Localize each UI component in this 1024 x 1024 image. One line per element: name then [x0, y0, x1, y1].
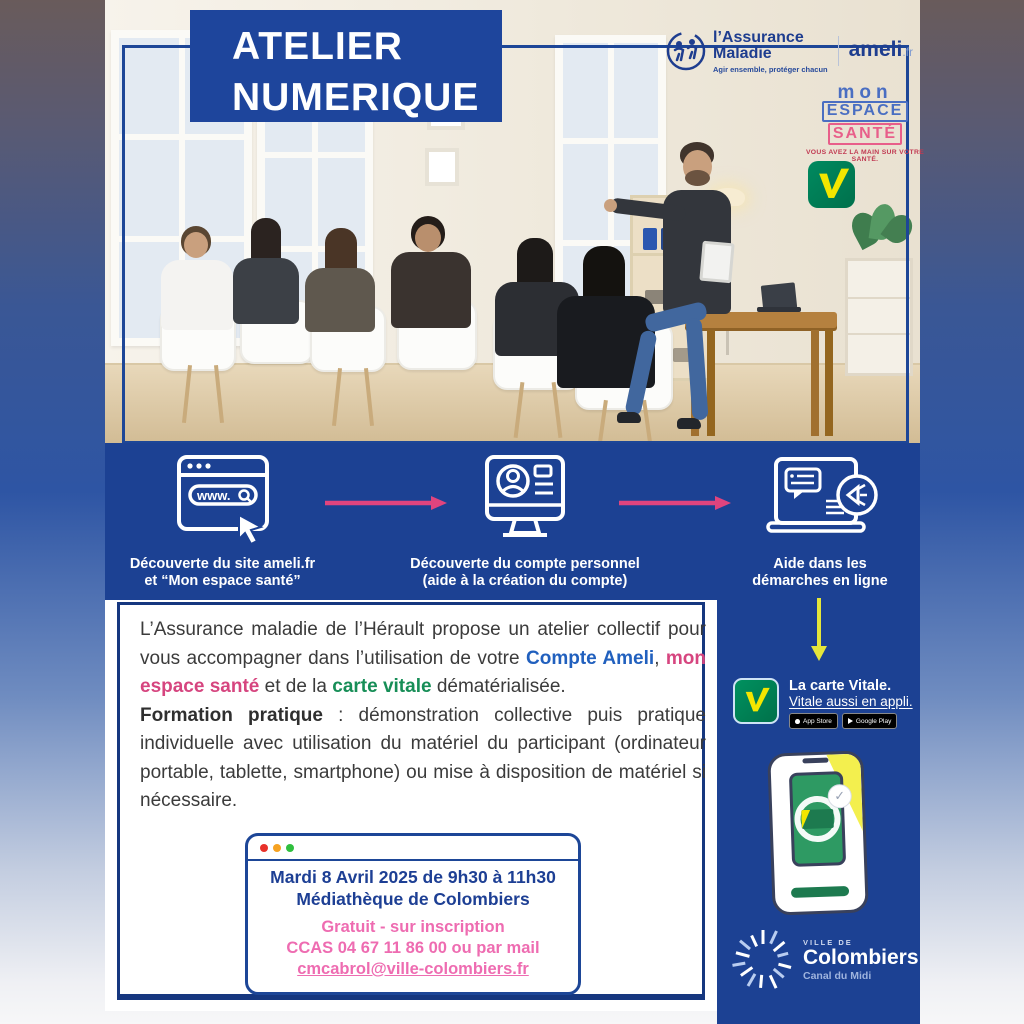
ameli-logo [849, 38, 913, 62]
carte-vitale-highlight: carte vitale [332, 676, 432, 697]
intro-text: , [654, 647, 666, 669]
flyer [105, 0, 925, 1024]
colombiers-subtitle: Canal du Midi [803, 969, 872, 982]
browser-www-icon [173, 453, 273, 545]
mes-word-mon: mon [837, 82, 893, 103]
assurance-maladie-icon [665, 30, 707, 72]
step-aide-demarches [710, 453, 930, 590]
laptop-help-icon [760, 453, 880, 545]
vitale-app-promo [733, 678, 913, 729]
step2-label-line1: Découverte du compte personnel [410, 556, 640, 572]
check-badge-icon: ✓ [827, 784, 852, 809]
mes-word-sante: SANTÉ [828, 123, 902, 145]
ameli-brand: ameli [848, 38, 903, 61]
right-column [717, 600, 920, 1024]
app-store-badge[interactable] [789, 713, 838, 729]
step3-label-line2: démarches en ligne [752, 573, 888, 590]
description-panel [105, 600, 717, 1011]
vitale-promo-line2: Vitale aussi en appli. [789, 694, 913, 709]
mon-espace-sante-logo [805, 84, 925, 163]
event-contact: CCAS 04 67 11 86 00 ou par mail [286, 938, 540, 957]
step1-label-line1: Découverte du site ameli.fr [129, 556, 316, 572]
assurance-name-line1: l’Assurance [713, 29, 804, 46]
orange-dot-icon [273, 844, 281, 852]
step2-label-line2: (aide à la création du compte) [422, 573, 628, 590]
step3-label-line1: Aide dans les [773, 556, 867, 572]
event-card-titlebar [248, 836, 578, 861]
vitale-v-icon [812, 165, 852, 205]
assurance-name-line2: Maladie [713, 45, 772, 62]
compte-ameli-highlight: Compte Ameli [526, 647, 655, 669]
intro-text: et de la [259, 676, 333, 697]
play-icon [848, 718, 853, 724]
app-store-label: App Store [803, 717, 832, 725]
intro-text: dématérialisée. [431, 676, 566, 697]
event-card [245, 833, 581, 995]
formation-paragraph [140, 702, 706, 816]
title-line1: ATELIER [232, 25, 403, 68]
red-dot-icon [260, 844, 268, 852]
carte-vitale-logo [808, 161, 855, 208]
formation-text: : démonstration collective puis pratique individuelle avec utilisation du matériel du participant (ordinateur portable, tablette, smartphone) ou mise à disposition de matériel si nécessaire. [140, 704, 707, 811]
assurance-tagline: Agir ensemble, protéger chacun [713, 65, 828, 74]
app-button [791, 886, 849, 898]
mon-espace-sante-highlight: mon espace santé [140, 647, 706, 697]
step1-label-line2: et “Mon espace santé” [144, 573, 301, 590]
apple-icon [795, 719, 800, 724]
event-free: Gratuit - sur inscription [321, 917, 505, 936]
ameli-tld: .fr [902, 45, 913, 59]
monitor-account-icon [477, 453, 573, 545]
carte-vitale-app-icon [733, 678, 779, 724]
colombiers-starburst-icon [731, 924, 795, 996]
colombiers-logo [731, 924, 919, 996]
google-play-badge[interactable] [842, 713, 897, 729]
phone-notch [802, 758, 828, 764]
mes-word-espace: ESPACE [822, 101, 909, 122]
poster-title [190, 10, 502, 122]
logo-divider [838, 36, 839, 66]
vitale-app-phone-mockup [767, 750, 869, 915]
colombiers-ville-de: VILLE DE [803, 938, 853, 948]
description-text [140, 616, 706, 816]
formation-lead: Formation pratique [140, 704, 323, 726]
step-ameli-site [105, 453, 340, 590]
vitale-promo-line1: La carte Vitale. [789, 678, 892, 694]
green-dot-icon [286, 844, 294, 852]
event-date: Mardi 8 Avril 2025 de 9h30 à 11h30 [270, 867, 556, 887]
arrow-down-icon [808, 598, 830, 664]
assurance-maladie-logo [665, 30, 913, 74]
event-place: Médiathèque de Colombiers [296, 889, 530, 910]
intro-text: L’Assurance maladie de l’Hérault propose un atelier collectif pour vous accompagner dans l’utilisation de votre [140, 619, 706, 669]
title-line2: NUMERIQUE [232, 75, 480, 119]
event-email-link[interactable]: cmcabrol@ville-colombiers.fr [297, 960, 529, 978]
mes-tagline: VOUS AVEZ LA MAIN SUR VOTRE SANTÉ. [805, 148, 925, 163]
www-label: www. [196, 488, 230, 503]
step-compte-personnel [400, 453, 650, 590]
google-play-label: Google Play [855, 717, 892, 725]
colombiers-name: Colombiers [803, 946, 919, 970]
steps-band [105, 443, 920, 600]
bottom-section [105, 600, 920, 1024]
intro-paragraph [140, 616, 706, 702]
